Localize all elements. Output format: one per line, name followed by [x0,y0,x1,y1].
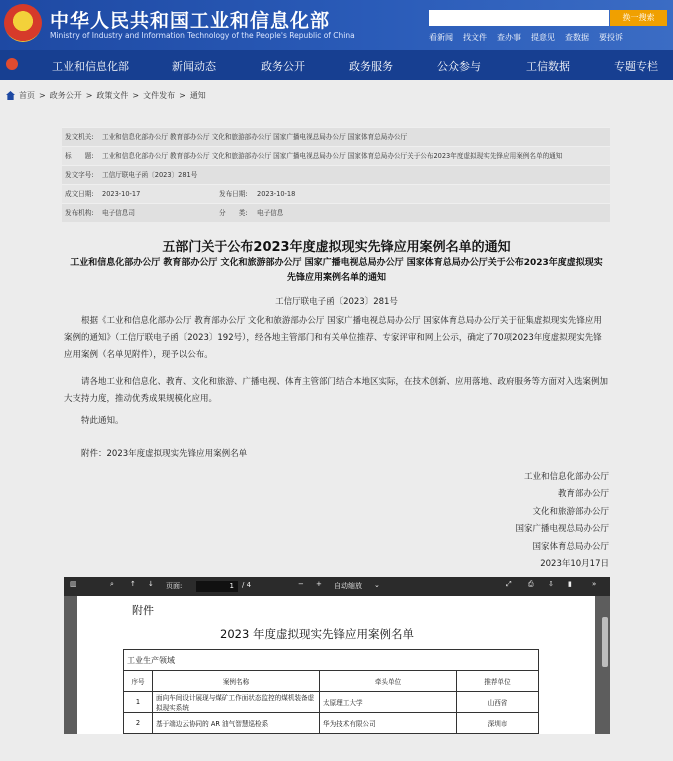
home-icon [6,91,15,100]
signer: 国家体育总局办公厅 [532,542,609,552]
table-header: 序号 [124,671,153,692]
meta-key: 分 类: [219,209,248,217]
breadcrumb-separator: > [39,91,46,100]
body-paragraph: 根据《工业和信息化部办公厅 教育部办公厅 文化和旅游部办公厅 国家广播电视总局办公厅 国家体育总局办公厅关于征集虚拟现实先锋应用案例的通知》（工信厅联电子函〔2023〕192号），经各地主管部门和有关单位推荐、专家评审和网上公示，确定了70项2023年度虚拟现实先锋应用案例（名单见附件），现予以公布。 [64,316,602,360]
attachment-label: 附件 [132,604,154,617]
breadcrumb-separator: > [85,91,93,100]
signer: 文化和旅游部办公厅 [532,507,609,517]
bookmark-icon[interactable]: ▮ [568,580,572,588]
nav-item-topics[interactable]: 专题专栏 [614,60,658,73]
quick-link-news[interactable]: 看新闻 [429,33,453,42]
main-nav [0,50,673,80]
table-cell: 面向车间设计展现与煤矿工作面状态监控的煤机装备虚拟现实系统 [153,692,320,713]
prev-page-icon[interactable]: ↑ [130,580,136,588]
table-section: 工业生产领域 [124,650,539,671]
meta-value: 工业和信息化部办公厅 教育部办公厅 文化和旅游部办公厅 国家广播电视总局办公厅 国家体育总局办公厅 [102,133,408,141]
site-subtitle-en: Ministry of Industry and Information Technology of the People's Republic of China [50,31,355,40]
nav-item-gov-service[interactable]: 政务服务 [349,60,393,73]
quick-link-data[interactable]: 查数据 [565,33,589,42]
meta-row-docno [62,165,610,184]
table-cell: 2 [124,713,153,734]
table-cell: 1 [124,692,153,713]
site-title: 中华人民共和国工业和信息化部 [50,10,331,32]
breadcrumb-separator: > [132,91,140,100]
breadcrumb-separator: > [179,91,186,100]
print-icon[interactable]: ⎙ [528,580,534,588]
search-input[interactable] [429,10,609,26]
meta-value: 2023-10-18 [257,190,296,198]
fullscreen-icon[interactable]: ⤢ [506,580,512,588]
signer: 工业和信息化部办公厅 [523,472,609,482]
document-meta [62,127,610,222]
table-section-row [124,650,539,671]
scrollbar-thumb[interactable] [602,617,608,667]
quick-link-files[interactable]: 找文件 [463,33,487,42]
meta-key: 发布日期: [219,190,248,198]
search-icon[interactable]: ⌕ [110,580,114,588]
pdf-viewer [64,577,610,734]
zoom-in-icon[interactable]: + [316,580,322,588]
document-number: 工信厅联电子函〔2023〕281号 [275,297,398,307]
attachment-title: 2023 年度虚拟现实先锋应用案例名单 [220,627,414,641]
signature-date: 2023年10月17日 [540,559,609,569]
case-table [123,649,539,734]
meta-value: 2023-10-17 [102,190,141,198]
zoom-select[interactable]: 自动缩放 [334,582,362,590]
table-header: 推荐单位 [457,671,539,692]
site-header [0,0,673,50]
quick-link-services[interactable]: 查办事 [497,33,521,42]
meta-key: 发文字号: [65,171,94,179]
nav-item-news[interactable]: 新闻动态 [172,60,216,73]
table-cell: 基于端边云协同的 AR 油气智慧巡检系 [153,713,320,734]
meta-value: 电子信息司 [102,209,135,217]
zoom-out-icon[interactable]: − [298,580,304,588]
breadcrumb-home[interactable]: 首页 [19,91,35,100]
meta-key: 标 题: [65,152,94,160]
meta-value: 工信厅联电子函〔2023〕281号 [102,171,198,179]
quick-links [429,32,623,43]
table-cell: 华为技术有限公司 [320,713,457,734]
meta-key: 成文日期: [65,190,94,198]
breadcrumb [6,90,206,101]
meta-row-title [62,146,610,165]
breadcrumb-notice: 通知 [189,91,206,100]
breadcrumb-policy[interactable]: 政策文件 [96,91,129,100]
nav-item-gov-open[interactable]: 政务公开 [261,60,305,73]
page-title: 五部门关于公布2023年度虚拟现实先锋应用案例名单的通知 [162,240,511,255]
table-header: 案例名称 [153,671,320,692]
download-icon[interactable]: ⇩ [548,580,554,588]
quick-link-feedback[interactable]: 提意见 [531,33,555,42]
table-row [124,692,539,713]
next-page-icon[interactable]: ↓ [148,580,154,588]
meta-value: 电子信息 [257,209,284,217]
page-number-input[interactable]: 1 [196,581,238,592]
body-paragraph: 特此通知。 [81,416,124,426]
meta-row-issuer [62,127,610,146]
signer: 国家广播电视总局办公厅 [515,524,609,534]
search-button[interactable]: 换一搜索 [610,10,667,26]
chevron-down-icon[interactable]: ⌄ [374,581,380,589]
meta-key: 发文机关: [65,133,94,141]
document-subtitle: 工业和信息化部办公厅 教育部办公厅 文化和旅游部办公厅 国家广播电视总局办公厅 国家体育总局办公厅关于公布2023年度虚拟现实先锋应用案例名单的通知 [70,258,603,283]
national-emblem-icon [4,4,42,42]
breadcrumb-publish[interactable]: 文件发布 [143,91,176,100]
signer: 教育部办公厅 [557,489,609,499]
table-cell: 山西省 [457,692,539,713]
meta-row-dates [62,184,610,203]
table-cell: 深圳市 [457,713,539,734]
nav-item-participation[interactable]: 公众参与 [437,60,481,73]
breadcrumb-gov-open[interactable]: 政务公开 [49,91,82,100]
pdf-page [77,596,595,734]
meta-value: 工业和信息化部办公厅 教育部办公厅 文化和旅游部办公厅 国家广播电视总局办公厅 国家体育总局办公厅关于公布2023年度虚拟现实先锋应用案例名单的通知 [102,152,563,160]
page-total: / 4 [242,581,252,589]
attachment-link[interactable]: 附件：2023年度虚拟现实先锋应用案例名单 [81,449,248,459]
pdf-toolbar [64,577,610,596]
meta-row-org [62,203,610,222]
table-row [124,713,539,734]
nav-logo-icon[interactable] [6,58,18,70]
table-cell: 太原理工大学 [320,692,457,713]
body-paragraph: 请各地工业和信息化、教育、文化和旅游、广播电视、体育主管部门结合本地区实际，在技术创新、应用落地、政府服务等方面对入选案例加大支持力度，推动优秀成果规模化应用。 [64,377,609,404]
table-header: 牵头单位 [320,671,457,692]
sidebar-toggle-icon[interactable]: ▥ [70,580,77,588]
nav-item-miit[interactable]: 工业和信息化部 [52,60,129,73]
page-label: 页面: [166,582,183,590]
table-header-row [124,671,539,692]
more-tools-icon[interactable]: » [592,580,597,588]
meta-key: 发布机构: [65,209,94,217]
quick-link-complaint[interactable]: 要投诉 [599,33,623,42]
nav-item-data[interactable]: 工信数据 [526,60,570,73]
